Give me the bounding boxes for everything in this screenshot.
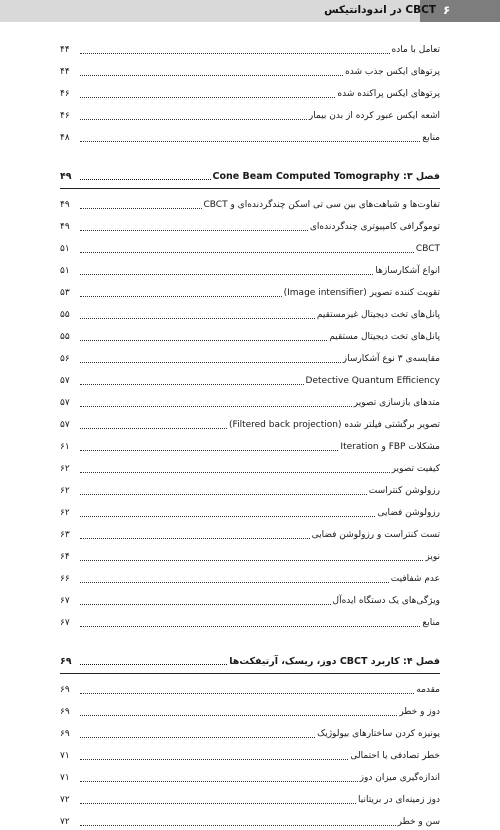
chapter-heading: [60, 643, 440, 669]
entry-label: مقدمه: [416, 685, 440, 695]
toc-entry: [60, 411, 440, 433]
entry-label: تعامل با ماده: [391, 45, 440, 55]
entry-label: توموگرافی کامپیوتری چندگردنده‌ای: [309, 222, 440, 232]
entry-page-number: ۶۲: [60, 486, 70, 496]
entry-page-number: ۶۷: [60, 618, 70, 628]
entry-label: اشعه ایکس عبور کرده از بدن بیمار: [308, 111, 440, 121]
chapter-rule: [60, 188, 440, 189]
entry-page-number: ۷۱: [60, 773, 70, 783]
entry-page-number: ۶۲: [60, 508, 70, 518]
entry-label: ویژگی‌های یک دستگاه ایده‌آل: [332, 596, 440, 606]
entry-label: دوز زمینه‌ای در بریتانیا: [357, 795, 440, 805]
dot-leader: [80, 207, 202, 209]
entry-page-number: ۶۱: [60, 442, 70, 452]
entry-label: تفاوت‌ها و شباهت‌های بین سی تی اسکن چندگردنده‌ای و CBCT: [203, 200, 440, 210]
entry-label: کیفیت تصویر: [391, 464, 440, 474]
toc-entry: [60, 742, 440, 764]
toc-entry: [60, 367, 440, 389]
entry-page-number: ۴۴: [60, 67, 70, 77]
entry-page-number: ۴۶: [60, 89, 70, 99]
entry-label: نویز: [425, 552, 440, 562]
dot-leader: [80, 361, 341, 363]
toc-entry: [60, 80, 440, 102]
dot-leader: [80, 692, 414, 694]
entry-page-number: ۵۵: [60, 332, 70, 342]
dot-leader: [80, 383, 304, 385]
dot-leader: [80, 118, 307, 120]
entry-page-number: ۵۷: [60, 376, 70, 386]
entry-label: دوز و خطر: [399, 707, 440, 717]
entry-page-number: ۴۹: [60, 200, 70, 210]
toc-entry: [60, 565, 440, 587]
entry-label: رزولوشن فضایی: [377, 508, 440, 518]
dot-leader: [80, 493, 367, 495]
dot-leader: [80, 317, 315, 319]
chapter-title: فصل ۴: کاربرد CBCT دوز، ریسک، آرتیفکت‌ها: [229, 656, 440, 667]
dot-leader: [80, 758, 348, 760]
toc-entry: [60, 279, 440, 301]
entry-label: مشکلات FBP و Iteration: [340, 442, 440, 452]
entry-label: تست کنتراست و رزولوشن فضایی: [311, 530, 440, 540]
dot-leader: [80, 405, 352, 407]
entry-label: تصویر برگشتی فیلتر شده (Filtered back projection): [229, 420, 440, 430]
entry-label: عدم شفافیت: [390, 574, 440, 584]
toc-entry: [60, 808, 440, 830]
entry-label: خطر تصادفی یا احتمالی: [350, 751, 440, 761]
dot-leader: [80, 471, 390, 473]
entry-page-number: ۶۳: [60, 530, 70, 540]
dot-leader: [80, 96, 335, 98]
entry-page-number: ۴۴: [60, 45, 70, 55]
dot-leader: [80, 178, 211, 180]
toc-entry: [60, 786, 440, 808]
entry-page-number: ۶۹: [60, 729, 70, 739]
dot-leader: [80, 802, 356, 804]
table-of-contents: [60, 36, 440, 830]
running-title: CBCT در اندودانتیکس: [324, 4, 436, 16]
chapter-rule: [60, 673, 440, 674]
toc-entry: [60, 764, 440, 786]
entry-page-number: ۶۷: [60, 596, 70, 606]
entry-page-number: ۵۷: [60, 420, 70, 430]
entry-page-number: ۵۷: [60, 398, 70, 408]
entry-page-number: ۶۲: [60, 464, 70, 474]
section-gap: [60, 631, 440, 643]
entry-page-number: ۷۲: [60, 817, 70, 827]
chapter-page-number: ۶۹: [60, 656, 72, 667]
entry-label: پانل‌های تخت دیجیتال غیرمستقیم: [316, 310, 440, 320]
toc-entry: [60, 698, 440, 720]
toc-entry: [60, 609, 440, 631]
dot-leader: [80, 52, 390, 54]
page-number: ۶: [443, 3, 451, 17]
entry-page-number: ۶۹: [60, 685, 70, 695]
dot-leader: [80, 295, 282, 297]
entry-page-number: ۴۶: [60, 111, 70, 121]
dot-leader: [80, 74, 343, 76]
section-gap: [60, 146, 440, 158]
dot-leader: [80, 824, 396, 826]
entry-page-number: ۴۹: [60, 222, 70, 232]
dot-leader: [80, 449, 338, 451]
entry-page-number: ۵۵: [60, 310, 70, 320]
toc-entry: [60, 433, 440, 455]
chapter-heading: [60, 158, 440, 184]
toc-entry: [60, 36, 440, 58]
entry-label: CBCT: [415, 244, 440, 254]
entry-page-number: ۶۴: [60, 552, 70, 562]
dot-leader: [80, 559, 423, 561]
entry-label: Detective Quantum Efficiency: [305, 376, 440, 386]
entry-page-number: ۵۱: [60, 266, 70, 276]
dot-leader: [80, 736, 315, 738]
toc-entry: [60, 389, 440, 411]
toc-entry: [60, 323, 440, 345]
entry-label: تقویت کننده تصویر (Image intensifier): [283, 288, 440, 298]
entry-label: یونیزه کردن ساختارهای بیولوژیک: [317, 729, 440, 739]
dot-leader: [80, 663, 227, 665]
chapter-page-number: ۴۹: [60, 171, 72, 182]
dot-leader: [80, 625, 420, 627]
toc-entry: [60, 499, 440, 521]
chapter-title: فصل ۳: Cone Beam Computed Tomography: [212, 171, 440, 182]
toc-entry: [60, 102, 440, 124]
toc-entry: [60, 455, 440, 477]
entry-label: پرتوهای ایکس جذب شده: [345, 67, 440, 77]
entry-label: پانل‌های تخت دیجیتال مستقیم: [329, 332, 440, 342]
dot-leader: [80, 273, 373, 275]
entry-label: رزولوشن کنتراست: [368, 486, 440, 496]
toc-entry: [60, 720, 440, 742]
toc-entry: [60, 345, 440, 367]
entry-page-number: ۷۲: [60, 795, 70, 805]
dot-leader: [80, 714, 397, 716]
entry-label: منابع: [422, 618, 440, 628]
page-header: [0, 0, 500, 28]
toc-entry: [60, 191, 440, 213]
entry-page-number: ۵۶: [60, 354, 70, 364]
toc-entry: [60, 587, 440, 609]
toc-entry: [60, 235, 440, 257]
entry-label: اندازه‌گیری میزان دوز: [359, 773, 440, 783]
dot-leader: [80, 427, 227, 429]
entry-label: منابع: [422, 133, 440, 143]
toc-entry: [60, 124, 440, 146]
entry-page-number: ۴۸: [60, 133, 70, 143]
dot-leader: [80, 581, 389, 583]
entry-page-number: ۵۱: [60, 244, 70, 254]
dot-leader: [80, 251, 414, 253]
dot-leader: [80, 780, 358, 782]
toc-entry: [60, 521, 440, 543]
toc-entry: [60, 543, 440, 565]
entry-label: سن و خطر: [397, 817, 440, 827]
entry-label: متدهای بازسازی تصویر: [353, 398, 440, 408]
toc-entry: [60, 301, 440, 323]
entry-page-number: ۷۱: [60, 751, 70, 761]
toc-entry: [60, 213, 440, 235]
dot-leader: [80, 339, 327, 341]
toc-entry: [60, 477, 440, 499]
dot-leader: [80, 603, 331, 605]
entry-page-number: ۵۳: [60, 288, 70, 298]
toc-entry: [60, 676, 440, 698]
dot-leader: [80, 515, 375, 517]
entry-page-number: ۶۶: [60, 574, 70, 584]
dot-leader: [80, 229, 308, 231]
dot-leader: [80, 140, 420, 142]
entry-label: انواع آشکارسازها: [375, 266, 440, 276]
dot-leader: [80, 537, 310, 539]
toc-entry: [60, 257, 440, 279]
entry-page-number: ۶۹: [60, 707, 70, 717]
entry-label: مقایسه‌ی ۳ نوع آشکارساز: [342, 354, 440, 364]
entry-label: پرتوهای ایکس پراکنده شده: [337, 89, 440, 99]
toc-entry: [60, 58, 440, 80]
